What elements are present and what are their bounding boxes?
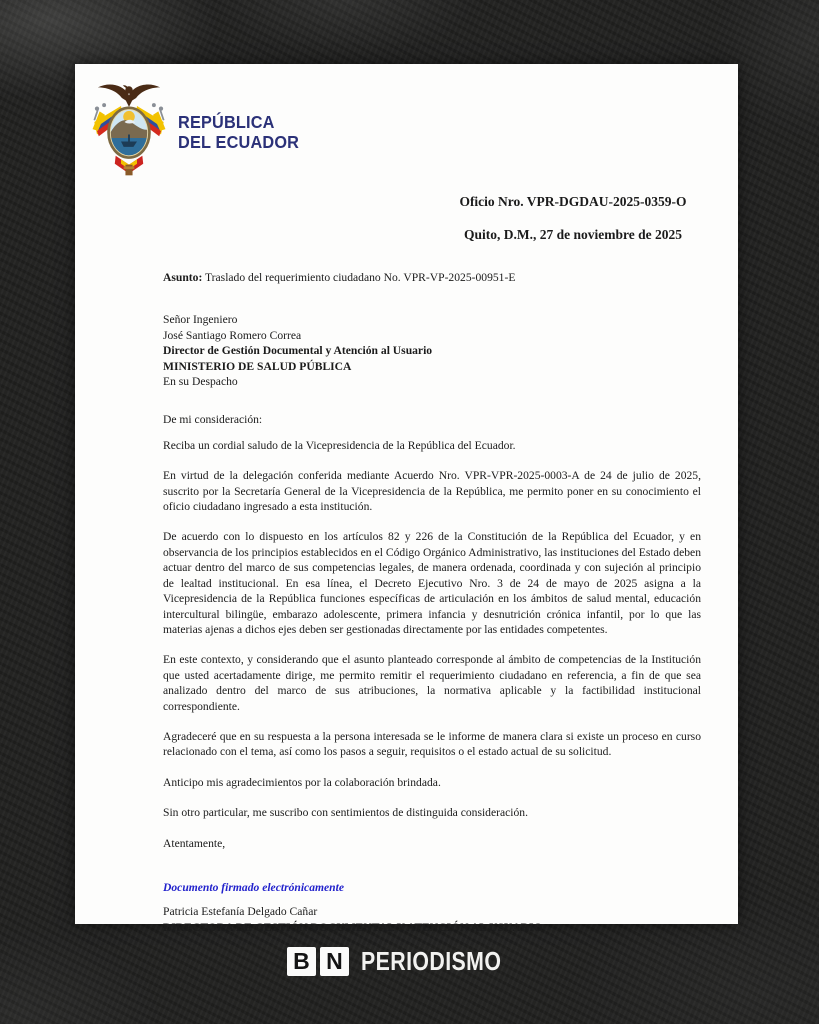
paragraph: Anticipo mis agradecimientos por la colaboración brindada. (163, 775, 441, 789)
recipient-name: José Santiago Romero Correa (163, 328, 302, 342)
recipient-block (163, 312, 701, 389)
subject-line (163, 270, 701, 285)
closing: Atentamente, (163, 836, 226, 850)
recipient-institution: MINISTERIO DE SALUD PÚBLICA (163, 359, 352, 373)
logo-letter-b: B (287, 947, 316, 976)
signer-name: Patricia Estefanía Delgado Cañar (163, 905, 318, 919)
subject-label: Asunto: (163, 271, 203, 284)
recipient-location: En su Despacho (163, 375, 238, 389)
recipient-salutation: Señor Ingeniero (163, 313, 238, 327)
oficio-header (407, 194, 739, 243)
paragraph: En virtud de la delegación conferida mediante Acuerdo Nro. VPR-VPR-2025-0003-A de 24 de julio de 2025, suscrito por la Secretaría General de la Vicepresidencia de la República, me permito poner en su conocimiento el oficio ciudadano ingresado a esta institución. (163, 469, 701, 514)
org-wordmark-line1: REPÚBLICA (178, 112, 275, 132)
greeting: De mi consideración: (163, 413, 263, 427)
org-wordmark (178, 113, 299, 152)
recipient-title: Director de Gestión Documental y Atención al Usuario (163, 344, 433, 358)
paragraph: En este contexto, y considerando que el asunto planteado corresponde al ámbito de competencias de la Institución que usted acertadamente dirige, me permito remitir el requerimiento ciudadano en referencia, a fin de que sea analizado dentro del marco de sus atribuciones, la normativa aplicable y la factibilidad institucional correspondiente. (163, 653, 701, 713)
bn-periodismo-logo (0, 946, 819, 977)
letterhead (89, 77, 308, 183)
paragraph: Sin otro particular, me suscribo con sentimientos de distinguida consideración. (163, 806, 528, 820)
subject-text: Traslado del requerimiento ciudadano No. VPR-VP-2025-00951-E (202, 271, 516, 284)
signer-title: DIRECTORA DE GESTIÓN DOCUMENTAL Y ATENCIÓN AL USUARIO (163, 920, 543, 934)
letter-body (163, 270, 701, 950)
letter-page (75, 64, 738, 934)
logo-letter-n: N (320, 947, 349, 976)
brand-name: PERIODISMO (360, 946, 502, 976)
paragraph: De acuerdo con lo dispuesto en los artículos 82 y 226 de la Constitución de la República del Ecuador, y en observancia de los principios establecidos en el Código Orgánico Administrativo, las instituciones del Estado deben actuar dentro del marco de sus competencias legales, de manera ordenada, coordinada y con sujeción al principio de lealtad institucional. En esa línea, el Decreto Ejecutivo Nro. 3 de 24 de mayo de 2025 asigna a la Vicepresidencia de la República funciones específicas de articulación en los ámbitos de salud mental, educación intercultural bilingüe, embarazo adolescente, primera infancia y desnutrición crónica infantil, por lo que las materias ajenas a dichos ejes deben ser gestionadas directamente por las entidades competentes. (163, 530, 701, 636)
org-wordmark-line2: DEL ECUADOR (178, 131, 300, 152)
electronic-signature-note: Documento firmado electrónicamente (163, 880, 344, 894)
place-date: Quito, D.M., 27 de noviembre de 2025 (464, 227, 682, 242)
oficio-number: Oficio Nro. VPR-DGDAU-2025-0359-O (459, 194, 687, 209)
paragraph: Agradeceré que en su respuesta a la persona interesada se le informe de manera clara si existe un proceso en curso relacionado con el tema, así como los pasos a seguir, requisitos o el estado actual de su solicitud. (163, 729, 701, 759)
paragraph: Reciba un cordial saludo de la Vicepresidencia de la República del Ecuador. (163, 438, 516, 452)
ecuador-coat-of-arms-icon (89, 77, 169, 183)
